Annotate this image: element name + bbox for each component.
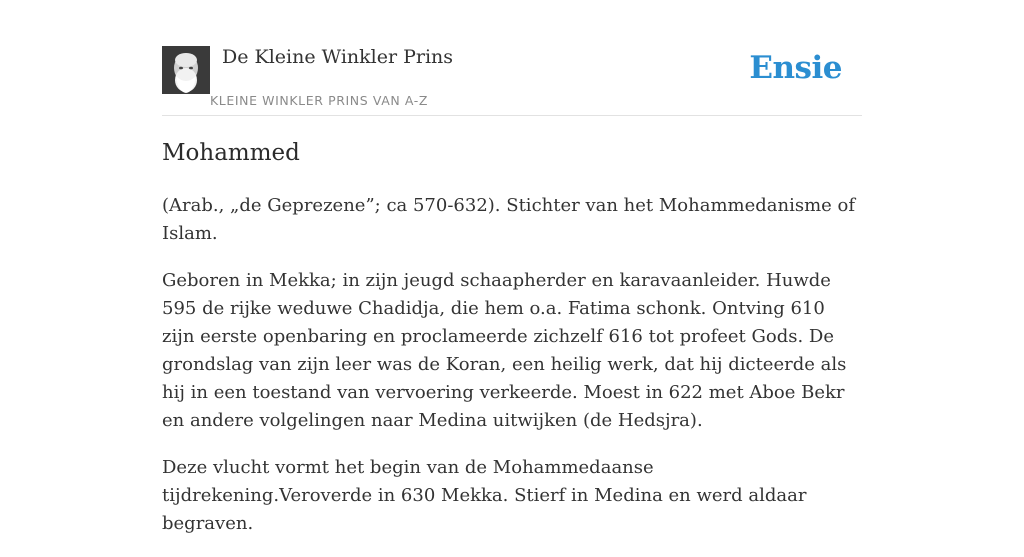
entry-paragraph-intro: (Arab., „de Geprezene”; ca 570-632). Stichter van het Mohammedanisme of Islam. — [162, 195, 856, 244]
entry-content — [162, 192, 862, 557]
book-subtitle[interactable]: KLEINE WINKLER PRINS VAN A-Z — [210, 93, 429, 108]
book-title-link[interactable]: De Kleine Winkler Prins — [222, 46, 454, 68]
ensie-logo[interactable]: Ensie — [749, 50, 842, 86]
author-portrait-icon[interactable] — [162, 46, 210, 94]
entry-paragraph-hegira: Deze vlucht vormt het begin van de Mohammedaanse tijdrekening.Veroverde in 630 Mekka. Stierf in Medina en werd aldaar begraven. — [162, 457, 807, 534]
entry-title: Mohammed — [162, 140, 300, 166]
page-container — [162, 0, 862, 534]
entry-paragraph-biography: Geboren in Mekka; in zijn jeugd schaapherder en karavaanleider. Huwde 595 de rijke weduwe Chadidja, die hem o.a. Fatima schonk. Ontving 610 zijn eerste openbaring en proclameerde zichzelf 616 tot profeet Gods. De grondslag van zijn leer was de Koran, een heilig werk, dat hij dicteerde als hij in een toestand van vervoering verkeerde. Moest in 622 met Aboe Bekr en andere volgelingen naar Medina uitwijken (de Hedsjra). — [162, 270, 847, 431]
book-header — [162, 0, 862, 116]
